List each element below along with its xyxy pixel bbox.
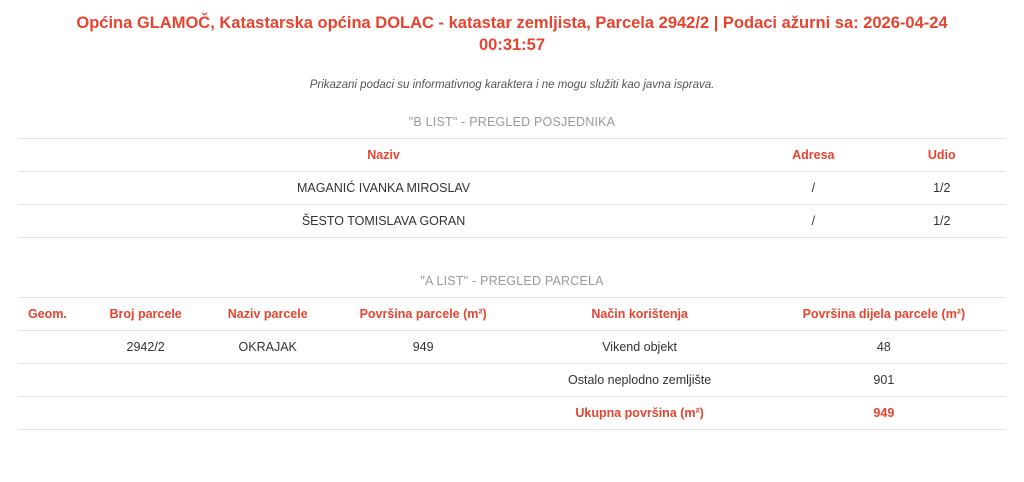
cell-naziv: MAGANIĆ IVANKA MIROSLAV — [18, 171, 749, 204]
table-header-row — [18, 138, 1006, 171]
b-list-table — [18, 138, 1006, 238]
column-header-povrsina-parcele: Površina parcele (m²) — [329, 297, 518, 330]
page-title: Općina GLAMOČ, Katastarska općina DOLAC - katastar zemljista, Parcela 2942/2 | Podaci ažurni sa: 2026-04-24 00:31:57 — [76, 14, 948, 55]
cell-povrsina-dijela: 48 — [762, 330, 1006, 363]
cell-povrsina-parcele: 949 — [329, 330, 518, 363]
cell-empty — [18, 396, 85, 429]
cell-broj-parcele: 2942/2 — [85, 330, 207, 363]
column-header-geom: Geom. — [18, 297, 85, 330]
disclaimer-text: Prikazani podaci su informativnog karaktera i ne mogu služiti kao javna isprava. — [309, 78, 715, 91]
column-header-udio: Udio — [878, 138, 1006, 171]
cell-nacin-koristenja: Ostalo neplodno zemljište — [518, 363, 762, 396]
table-total-row — [18, 396, 1006, 429]
cell-empty — [207, 396, 329, 429]
cell-udio: 1/2 — [878, 204, 1006, 237]
table-header-row — [18, 297, 1006, 330]
cell-geom — [18, 330, 85, 363]
cell-empty — [329, 396, 518, 429]
a-list-heading: "A LIST" - PREGLED PARCELA — [420, 273, 604, 288]
cell-empty — [85, 396, 207, 429]
column-header-naziv: Naziv — [18, 138, 749, 171]
cell-adresa: / — [749, 204, 877, 237]
cell-naziv-parcele: OKRAJAK — [207, 330, 329, 363]
column-header-nacin-koristenja: Način korištenja — [518, 297, 762, 330]
a-list-section — [0, 274, 1024, 430]
table-row — [18, 171, 1006, 204]
cell-adresa: / — [749, 171, 877, 204]
cell-povrsina-parcele — [329, 363, 518, 396]
total-label: Ukupna površina (m²) — [518, 396, 762, 429]
column-header-adresa: Adresa — [749, 138, 877, 171]
cell-udio: 1/2 — [878, 171, 1006, 204]
cell-broj-parcele — [85, 363, 207, 396]
table-row — [18, 330, 1006, 363]
column-header-broj-parcele: Broj parcele — [85, 297, 207, 330]
cell-povrsina-dijela: 901 — [762, 363, 1006, 396]
column-header-povrsina-dijela: Površina dijela parcele (m²) — [762, 297, 1006, 330]
table-row — [18, 204, 1006, 237]
cell-nacin-koristenja: Vikend objekt — [518, 330, 762, 363]
table-row — [18, 363, 1006, 396]
cell-geom — [18, 363, 85, 396]
cell-naziv-parcele — [207, 363, 329, 396]
b-list-heading: "B LIST" - PREGLED POSJEDNIKA — [408, 114, 616, 129]
b-list-section — [0, 115, 1024, 238]
column-header-naziv-parcele: Naziv parcele — [207, 297, 329, 330]
total-value: 949 — [762, 396, 1006, 429]
cell-naziv: ŠESTO TOMISLAVA GORAN — [18, 204, 749, 237]
a-list-table — [18, 297, 1006, 430]
